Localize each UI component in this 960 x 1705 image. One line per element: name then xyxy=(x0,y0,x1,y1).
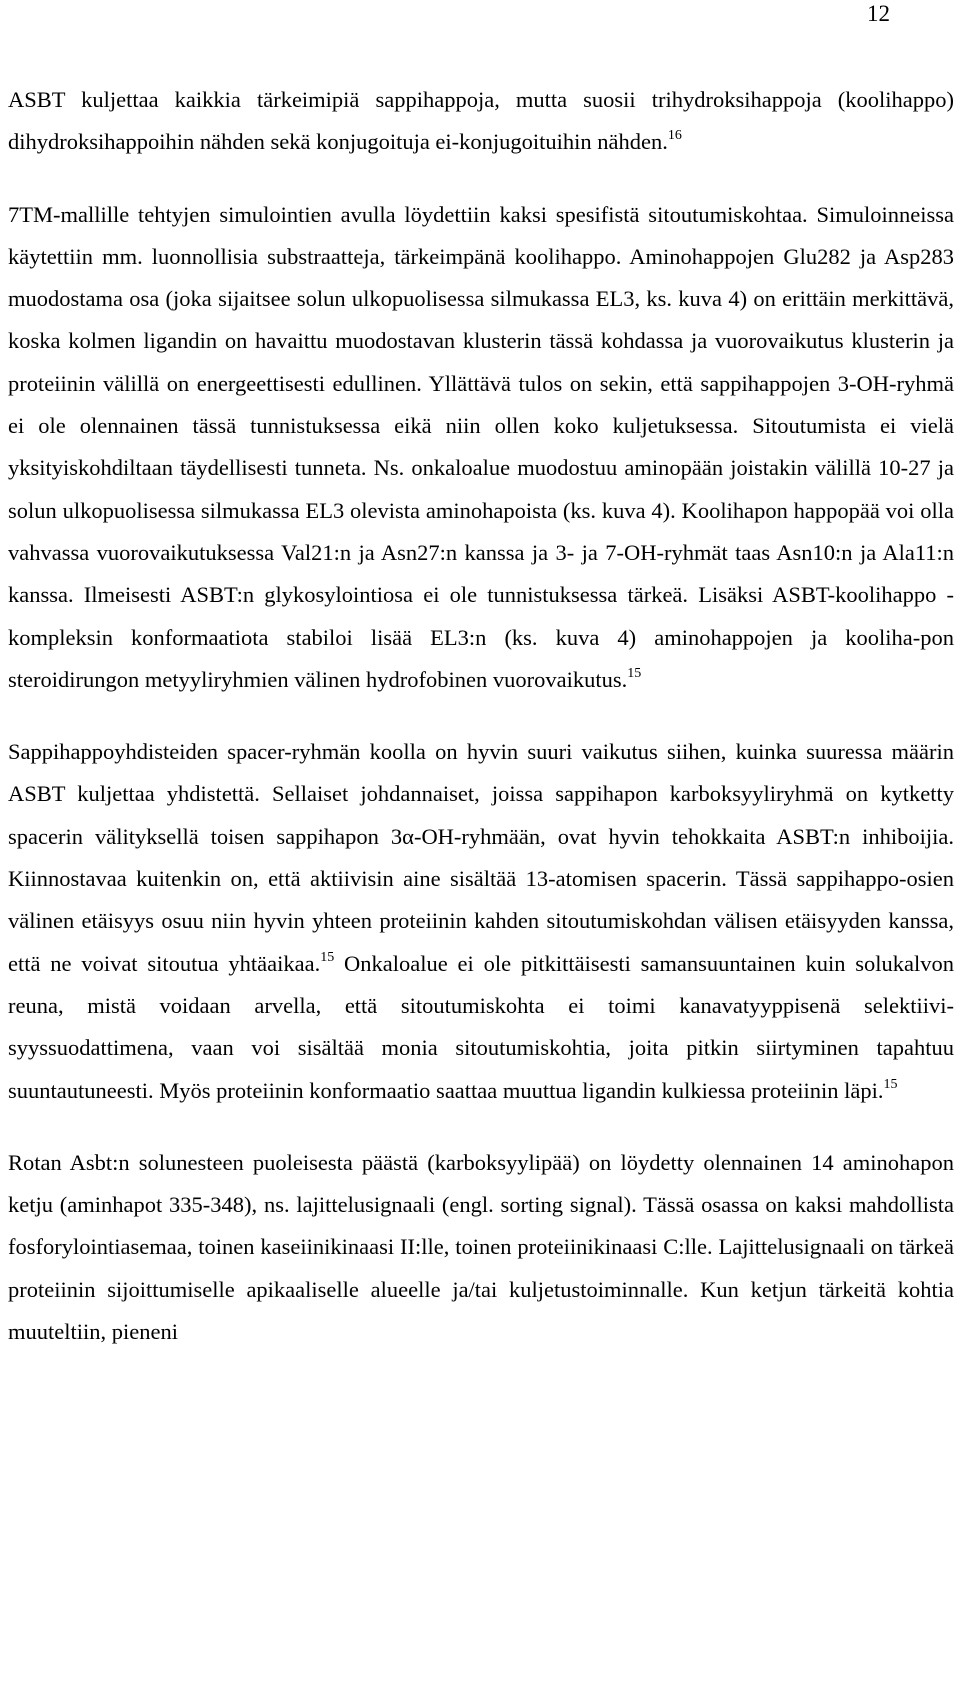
paragraph-7tm-simulations xyxy=(8,194,954,702)
paragraph-text: ASBT kuljettaa kaikkia tärkeimipiä sappihappoja, mutta suosii trihydroksihappoja (koolihappo) dihydroksihappoihin nähden sekä konjugoituja ei-konjugoituihin nähden. xyxy=(8,87,954,155)
paragraph-text: Rotan Asbt:n solunesteen puoleisesta päästä (karboksyylipää) on löydetty olennainen 14 aminohapon ketju (aminhapot 335-348), ns. lajittelusignaali (engl. sorting signal). Tässä osassa on kaksi mahdollista fosforylointiasemaa, toinen kaseiinikinaasi II:lle, toinen proteiinikinaasi C:lle. Lajittelusignaali on tärkeä proteiinin sijoittumiselle apikaaliselle alueelle ja/tai kuljetustoiminnalle. Kun ketjun tärkeitä kohtia muuteltiin, pieneni xyxy=(8,1149,954,1345)
citation-superscript: 15 xyxy=(627,665,642,681)
paragraph-text: 7TM-mallille tehtyjen simulointien avulla löydettiin kaksi spesifistä sitoutumiskohtaa. Simuloinneissa käytettiin mm. luonnollisia substraatteja, tärkeimpänä koolihappo. Aminohappojen Glu282 ja Asp283 muodostama osa (joka sijaitsee solun ulkopuolisessa silmukassa EL3, ks. kuva 4) on erittäin merkittävä, koska kolmen ligandin on havaittu muodostavan klusterin tässä kohdassa ja vuorovaikutus klusterin ja proteiinin välillä on energeettisesti edullinen. Yllättävä tulos on sekin, että sappihappojen 3-OH-ryhmä ei ole olennainen tässä tunnistuksessa eikä niin ollen koko kuljetuksessa. Sitoutumista ei vielä yksityiskohdiltaan täydellisesti tunneta. Ns. onkaloalue muodostuu aminopään joistakin välillä 10-27 ja solun ulkopuolisessa silmukassa EL3 olevista aminohapoista (ks. kuva 4). Koolihapon happopää voi olla vahvassa vuorovaikutuksessa Val21:n ja Asn27:n kanssa ja 3- ja 7-OH-ryhmät taas Asn10:n ja Ala11:n kanssa. Ilmeisesti ASBT:n glykosylointiosa ei ole tunnistuksessa tärkeä. Lisäksi ASBT-koolihappo -kompleksin konformaatiota stabiloi lisää EL3:n (ks. kuva 4) aminohappojen ja kooliha-pon steroidirungon metyyliryhmien välinen hydrofobinen vuorovaikutus. xyxy=(8,201,954,692)
paragraph-rat-asbt xyxy=(8,1142,954,1353)
document-body xyxy=(8,79,954,1353)
citation-superscript: 15 xyxy=(320,949,335,965)
paragraph-text: Onkaloalue ei ole pitkittäisesti samansuuntainen kuin solukalvon reuna, mistä voidaan arvella, että sitoutumiskohta ei toimi kanavatyyppisenä selektiivi-syyssuodattimena, vaan voi sisältää monia sitoutumiskohtia, joita pitkin siirtyminen tapahtuu suuntautuneesti. Myös proteiinin konformaatio saattaa muuttua ligandin kulkiessa proteiinin läpi. xyxy=(8,950,954,1103)
paragraph-asbt-transport xyxy=(8,79,954,164)
paragraph-spacer-group xyxy=(8,731,954,1112)
paragraph-text: Sappihappoyhdisteiden spacer-ryhmän koolla on hyvin suuri vaikutus siihen, kuinka suuressa määrin ASBT kuljettaa yhdistettä. Sellaiset johdannaiset, joissa sappihapon karboksyyliryhmä on kytketty spacerin välityksellä toisen sappihapon 3α-OH-ryhmään, ovat hyvin tehokkaita ASBT:n inhiboijia. Kiinnostavaa kuitenkin on, että aktiivisin aine sisältää 13-atomisen spacerin. Tässä sappihappo-osien välinen etäisyys osuu niin hyvin yhteen proteiinin kahden sitoutumiskohdan välisen etäisyyden kanssa, että ne voivat sitoutua yhtäaikaa. xyxy=(8,739,954,976)
citation-superscript: 15 xyxy=(883,1076,898,1092)
page-number: 12 xyxy=(867,1,890,26)
citation-superscript: 16 xyxy=(667,128,682,144)
